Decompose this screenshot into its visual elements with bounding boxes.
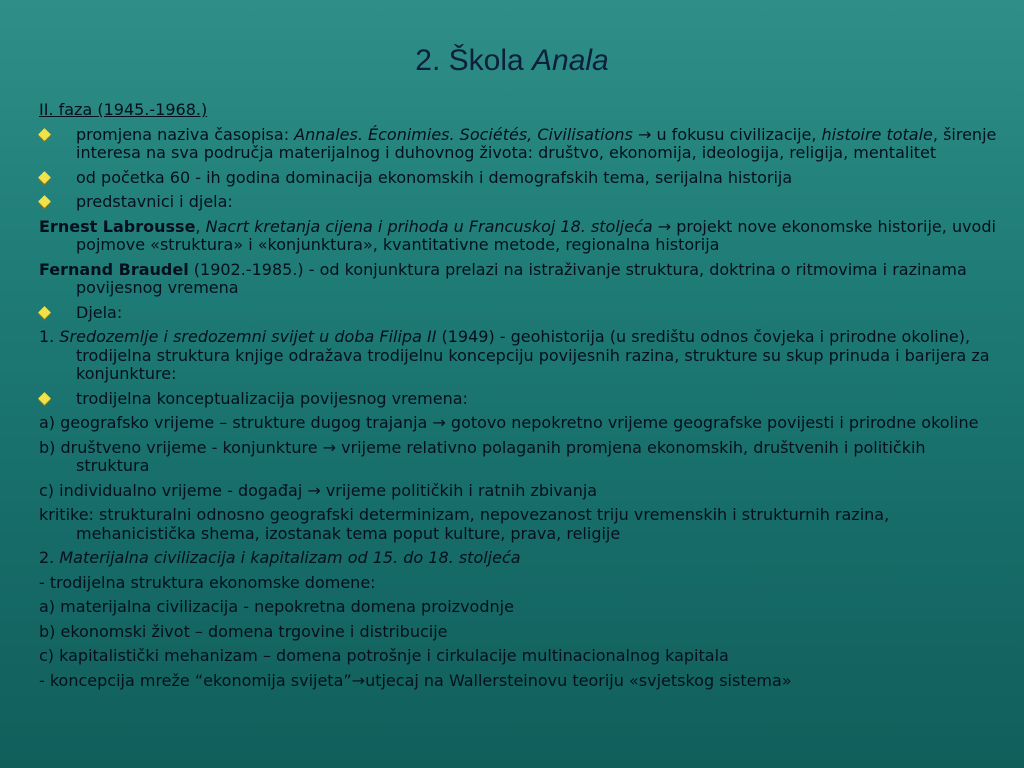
diamond-bullet-icon	[38, 128, 51, 141]
bullet-item	[39, 193, 999, 212]
paragraph-economic-structure: - trodijelna struktura ekonomske domene:	[39, 572, 376, 592]
text-run: trodijelna konceptualizacija povijesnog vremena:	[76, 388, 468, 408]
work-title: Nacrt kretanja cijena i prihoda u Francuskoj 18. stoljeća	[205, 216, 653, 236]
paragraph-material-civilization: a) materijalna civilizacija - nepokretna domena proizvodnje	[39, 597, 514, 616]
paragraph-world-economy: - koncepcija mreže “ekonomija svijeta”→utjecaj na Wallersteinovu teoriju «svjetskog sistema»	[39, 670, 792, 690]
bullet-item	[39, 126, 999, 163]
paragraph-capitalist-mechanism: c) kapitalistički mehanizam – domena potrošnje i cirkulacije multinacionalnog kapitala	[39, 646, 729, 665]
text-run: 2.	[39, 548, 60, 567]
paragraph-critiques: kritike: strukturalni odnosno geografski determinizam, nepovezanost triju vremenskih i strukturnih razina, mehanicistička shema, izostanak tema poput kulture, prava, religije	[39, 505, 890, 543]
text-run: predstavnici i djela:	[76, 192, 233, 211]
diamond-bullet-icon	[38, 306, 51, 319]
text-run: od početka 60 - ih godina dominacija ekonomskih i demografskih tema, serijalna historija	[76, 167, 793, 187]
text-run: Djela:	[76, 302, 123, 322]
paragraph-work-2	[39, 549, 999, 568]
diamond-bullet-icon	[38, 195, 51, 208]
text-run: ,	[195, 216, 206, 236]
text-run: → projekt nove ekonomske historije, uvodi pojmove «struktura» i «konjunktura», kvantitativne metode, regionalna historija	[76, 216, 996, 254]
bullet-item	[39, 390, 999, 409]
journal-title: Annales. Éconimies. Sociétés, Civilisations	[294, 124, 633, 144]
paragraph-social-time: b) društveno vrijeme - konjunkture → vrijeme relativno polaganih promjena ekonomskih, društvenih i političkih struktura	[39, 437, 926, 475]
text-run: (1949) - geohistorija (u središtu odnos čovjeka i prirodne okoline), trodijelna struktura knjige odražava trodijelnu koncepciju povijesnih razina, strukture su skup prinuda i barijera za konjunkture:	[76, 327, 990, 383]
text-run: 1.	[39, 327, 60, 346]
text-run: (1902.-1985.) - od konjunktura prelazi na istraživanje struktura, doktrina o ritmovima i razinama povijesnog vremena	[76, 259, 967, 297]
diamond-bullet-icon	[38, 171, 51, 184]
text-run: promjena naziva časopisa:	[76, 124, 295, 144]
work-title: Sredozemlje i sredozemni svijet u doba Filipa II	[59, 327, 437, 346]
histoire-totale: histoire totale	[821, 124, 933, 144]
title-prefix: 2. Škola	[415, 44, 532, 77]
paragraph-individual-time: c) individualno vrijeme - događaj → vrijeme političkih i ratnih zbivanja	[39, 480, 598, 500]
text-run: , širenje interesa na sva područja materijalnog i duhovnog života: društvo, ekonomija, ideologija, religija, mentalitet	[76, 124, 997, 162]
paragraph-economic-life: b) ekonomski život – domena trgovine i distribucije	[39, 621, 448, 641]
phase-heading: II. faza (1945.-1968.)	[39, 100, 208, 119]
bullet-item	[39, 304, 999, 323]
slide-body	[39, 101, 999, 696]
paragraph-labrousse	[39, 218, 999, 255]
slide-title	[0, 44, 1024, 78]
author-name: Ernest Labrousse	[39, 216, 196, 236]
author-name: Fernand Braudel	[39, 259, 189, 279]
title-italic: Anala	[532, 44, 609, 77]
paragraph-geographic-time: a) geografsko vrijeme – strukture dugog trajanja → gotovo nepokretno vrijeme geografske povijesti i prirodne okoline	[39, 413, 979, 432]
paragraph-work-1	[39, 328, 999, 384]
text-run: → u fokusu civilizacije,	[632, 124, 822, 144]
diamond-bullet-icon	[38, 392, 51, 405]
work-title: Materijalna civilizacija i kapitalizam od 15. do 18. stoljeća	[59, 548, 521, 567]
paragraph-braudel	[39, 261, 999, 298]
bullet-item	[39, 169, 999, 188]
